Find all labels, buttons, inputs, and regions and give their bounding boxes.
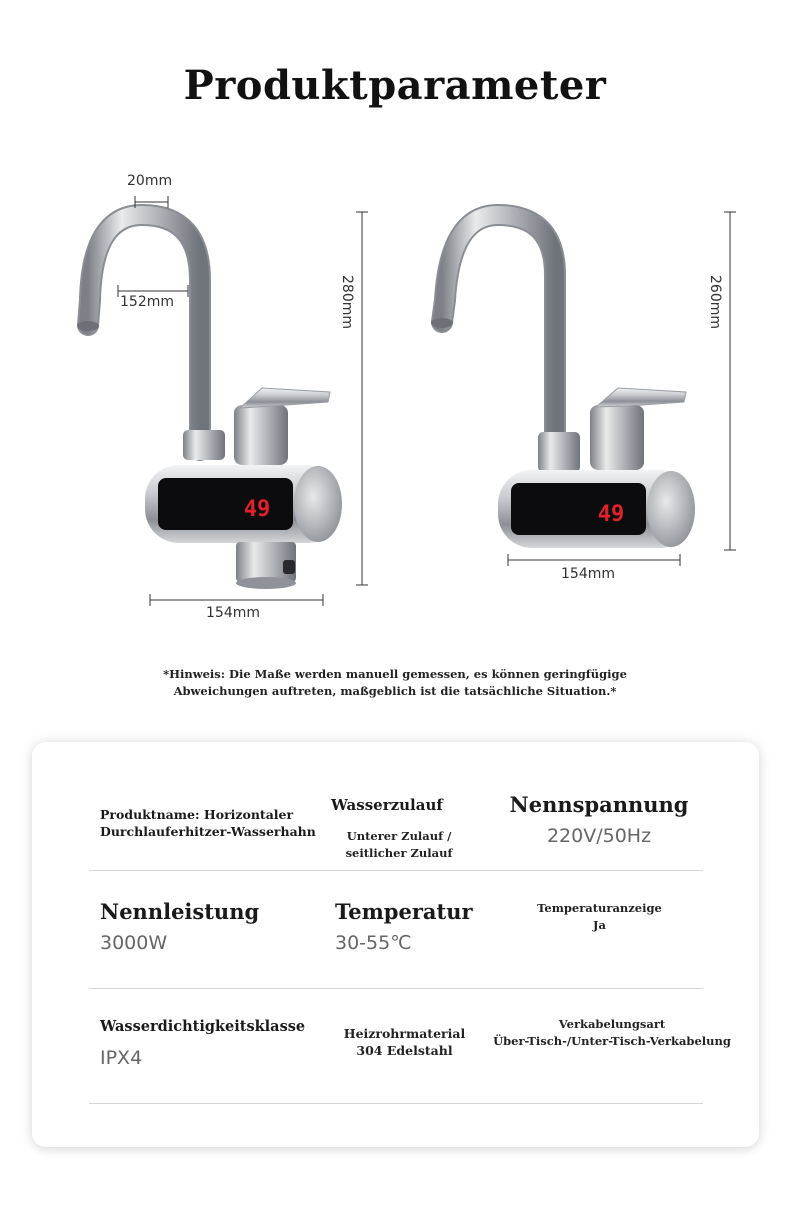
faucet-right: [431, 215, 695, 548]
display-temp-left: 49: [243, 497, 271, 522]
spec-wiring: [492, 1016, 732, 1050]
spec-water-inlet-value-2: seitlicher Zulauf: [345, 846, 453, 860]
spec-product-name: Produktname: Horizontaler Durchlauferhitzer-Wasserhahn: [100, 807, 316, 839]
dim-spout-diameter: 20mm: [127, 173, 173, 189]
spec-heating-tube-label: Heizrohrmaterial: [343, 1026, 466, 1041]
spec-rated-power: [100, 899, 300, 954]
spec-waterproof: [100, 1018, 340, 1069]
spec-card: [32, 742, 759, 1147]
spec-wiring-value: Über-Tisch-/Unter-Tisch-Verkabelung: [493, 1034, 731, 1048]
measurement-note: [95, 666, 695, 700]
faucet-left: [77, 215, 342, 589]
dim-height-left: 280mm: [339, 275, 355, 329]
row-divider-2: [89, 988, 703, 989]
spec-rated-power-label: Nennleistung: [100, 899, 260, 924]
dim-height-right: 260mm: [707, 275, 723, 329]
spec-waterproof-label: Wasserdichtigkeitsklasse: [100, 1018, 306, 1035]
spec-water-inlet-label: Wasserzulauf: [331, 796, 443, 814]
spec-rated-voltage-label: Nennspannung: [509, 792, 689, 817]
spec-heating-tube: [332, 1025, 477, 1059]
spec-heating-tube-value: 304 Edelstahl: [356, 1043, 453, 1058]
spec-rated-voltage: [504, 792, 694, 847]
row-divider-1: [89, 870, 703, 871]
spec-temperature-label: Temperatur: [335, 899, 473, 924]
dim-reach: 152mm: [120, 294, 174, 310]
spec-temp-display-value: Ja: [593, 918, 606, 932]
note-line-1: *Hinweis: Die Maße werden manuell gemessen, es können geringfügige: [163, 667, 627, 681]
page-title: Produktparameter: [183, 62, 607, 109]
spec-rated-power-value: 3000W: [100, 932, 168, 954]
spec-water-inlet-value-1: Unterer Zulauf /: [346, 829, 452, 843]
dim-width-right: 154mm: [561, 566, 615, 582]
display-temp-right: 49: [597, 502, 625, 527]
spec-water-inlet: [324, 796, 484, 862]
spec-rated-voltage-value: 220V/50Hz: [546, 825, 652, 847]
spec-waterproof-value: IPX4: [100, 1047, 143, 1069]
spec-temp-display-label: Temperaturanzeige: [537, 901, 662, 915]
spec-temperature-value: 30-55℃: [335, 932, 412, 954]
spec-temperature: [335, 899, 505, 954]
row-divider-3: [89, 1103, 703, 1104]
faucet-illustrations: [0, 160, 790, 660]
dimension-diagram: [0, 160, 790, 660]
dim-width-left: 154mm: [206, 605, 260, 621]
spec-temp-display: [522, 900, 677, 934]
note-line-2: Abweichungen auftreten, maßgeblich ist die tatsächliche Situation.*: [173, 684, 617, 698]
spec-wiring-label: Verkabelungsart: [558, 1017, 666, 1031]
